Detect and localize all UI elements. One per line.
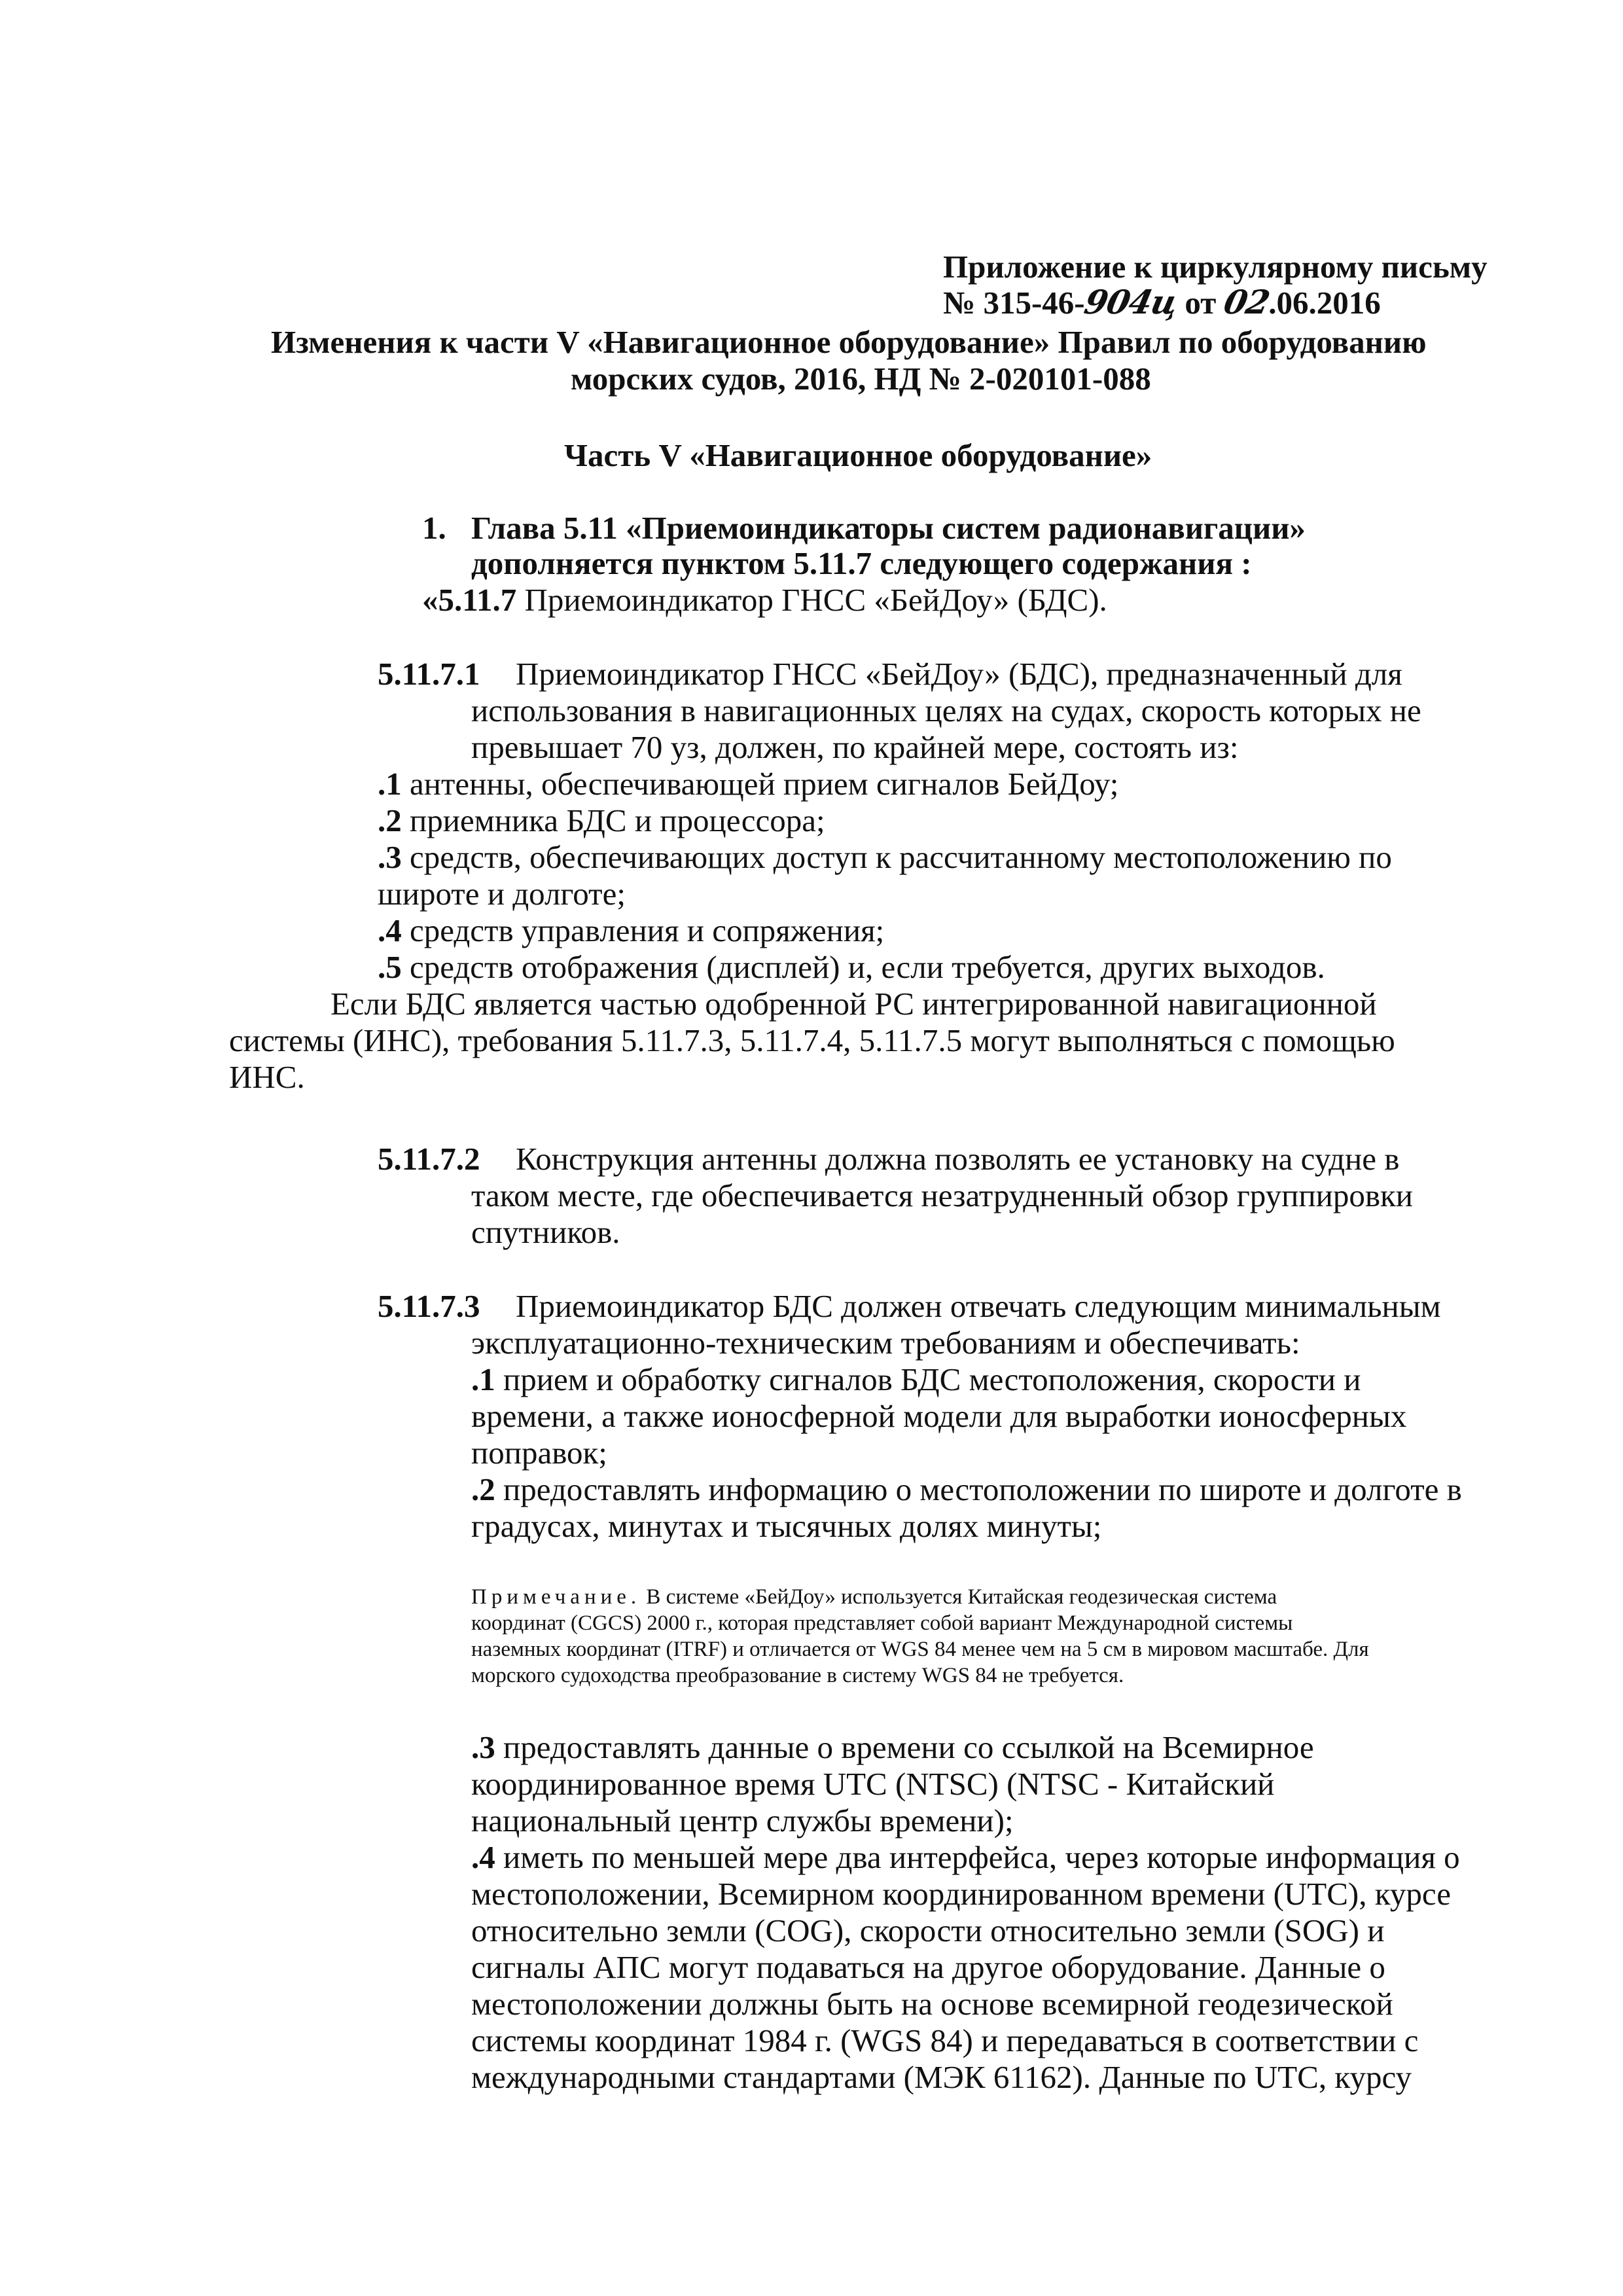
new-point-heading — [422, 581, 1107, 620]
document-title-line-2: морских судов, 2016, НД № 2-020101-088 — [571, 361, 1151, 397]
handwritten-letter-number: 904ц — [1080, 283, 1181, 321]
sub-item-1-line-2: времени, а также ионосферной модели для выработки ионосферных — [471, 1398, 1407, 1434]
appendix-title: Приложение к циркулярному письму — [943, 249, 1488, 285]
chapter-item-line-2: дополняется пунктом 5.11.7 следующего содержания : — [471, 545, 1252, 581]
sub-item-2-line-1: .2 предоставлять информацию о местоположении по широте и долготе в — [471, 1471, 1462, 1507]
clause-5-11-7-3-number: 5.11.7.3 — [378, 1288, 480, 1324]
list-item-continuation: широте и долготе; — [378, 876, 626, 912]
date-prefix: от — [1177, 285, 1224, 321]
list-item: .1 антенны, обеспечивающей прием сигналов БейДоу; — [378, 766, 1119, 802]
sub-item-3-line-1: .3 предоставлять данные о времени со ссылкой на Всемирное — [471, 1729, 1314, 1765]
clause-5-11-7-3-line-2: эксплуатационно-техническим требованиям и обеспечивать: — [471, 1325, 1300, 1361]
clause-5-11-7-1-line-1: Приемоиндикатор ГНСС «БейДоу» (БДС), предназначенный для — [516, 656, 1402, 692]
clause-5-11-7-1-tail-line-1: Если БДС является частью одобренной РС интегрированной навигационной — [330, 986, 1377, 1022]
date-rest: .06.2016 — [1268, 285, 1381, 321]
sub-item-4-line-5: местоположении должны быть на основе всемирной геодезической — [471, 1986, 1393, 2022]
list-item: .3 средств, обеспечивающих доступ к рассчитанному местоположению по — [378, 839, 1392, 875]
note-label: Примечание. — [471, 1585, 641, 1609]
letter-number-prefix: № 315-46- — [943, 285, 1085, 321]
sub-item-1-line-1: .1 прием и обработку сигналов БДС местоположения, скорости и — [471, 1361, 1361, 1397]
sub-item-1-line-3: поправок; — [471, 1435, 607, 1471]
list-item: .5 средств отображения (дисплей) и, если требуется, других выходов. — [378, 949, 1325, 985]
clause-5-11-7-1-line-2: использования в навигационных целях на судах, скорость которых не — [471, 692, 1421, 728]
clause-5-11-7-1-number: 5.11.7.1 — [378, 656, 480, 692]
sub-item-4-line-6: системы координат 1984 г. (WGS 84) и передаваться в соответствии с — [471, 2022, 1419, 2058]
sub-item-4-line-3: относительно земли (COG), скорости относительно земли (SOG) и — [471, 1912, 1385, 1948]
handwritten-date-day: 02 — [1220, 283, 1273, 321]
clause-5-11-7-1-tail-line-2: системы (ИНС), требования 5.11.7.3, 5.11.7.4, 5.11.7.5 могут выполняться с помощью — [229, 1022, 1395, 1058]
sub-item-2-line-2: градусах, минутах и тысячных долях минуты; — [471, 1508, 1102, 1544]
part-heading: Часть V «Навигационное оборудование» — [564, 437, 1152, 473]
sub-item-4-line-1: .4 иметь по меньшей мере два интерфейса, через которые информация о — [471, 1839, 1460, 1875]
sub-item-3-line-2: координированное время UTC (NTSC) (NTSC - Китайский — [471, 1766, 1275, 1802]
clause-5-11-7-2-line-2: таком месте, где обеспечивается незатрудненный обзор группировки — [471, 1177, 1413, 1213]
note-line-4: морского судоходства преобразование в систему WGS 84 не требуется. — [471, 1664, 1124, 1687]
sub-item-4-line-4: сигналы АПС могут подаваться на другое оборудование. Данные о — [471, 1949, 1385, 1985]
clause-5-11-7-1-tail-line-3: ИНС. — [229, 1059, 305, 1095]
note-line-1: Примечание. В системе «БейДоу» используется Китайская геодезическая система — [471, 1585, 1277, 1609]
sub-item-4-line-2: местоположении, Всемирном координированном времени (UTC), курсе — [471, 1876, 1451, 1912]
note-line-2: координат (CGCS) 2000 г., которая представляет собой вариант Международной системы — [471, 1611, 1293, 1635]
list-item: .2 приемника БДС и процессора; — [378, 802, 825, 838]
letter-reference — [943, 283, 1381, 323]
note-line-3: наземных координат (ITRF) и отличается от WGS 84 менее чем на 5 см в мировом масштабе. Для — [471, 1638, 1369, 1661]
chapter-item-line-1: Глава 5.11 «Приемоиндикаторы систем радионавигации» — [471, 510, 1306, 546]
list-item: .4 средств управления и сопряжения; — [378, 912, 885, 948]
sub-item-3-line-3: национальный центр службы времени); — [471, 1803, 1014, 1839]
chapter-item-number: 1. — [422, 510, 446, 546]
new-point-number: «5.11.7 — [422, 582, 517, 618]
new-point-title: Приемоиндикатор ГНСС «БейДоу» (БДС). — [516, 582, 1107, 618]
clause-5-11-7-2-number: 5.11.7.2 — [378, 1141, 480, 1177]
document-title-line-1: Изменения к части V «Навигационное оборудование» Правил по оборудованию — [271, 324, 1427, 360]
sub-item-4-line-7: международными стандартами (МЭК 61162). Данные по UTC, курсу — [471, 2059, 1412, 2095]
clause-5-11-7-2-line-1: Конструкция антенны должна позволять ее установку на судне в — [516, 1141, 1400, 1177]
clause-5-11-7-2-line-3: спутников. — [471, 1214, 620, 1250]
clause-5-11-7-1-line-3: превышает 70 уз, должен, по крайней мере, состоять из: — [471, 729, 1239, 765]
clause-5-11-7-3-line-1: Приемоиндикатор БДС должен отвечать следующим минимальным — [516, 1288, 1441, 1324]
